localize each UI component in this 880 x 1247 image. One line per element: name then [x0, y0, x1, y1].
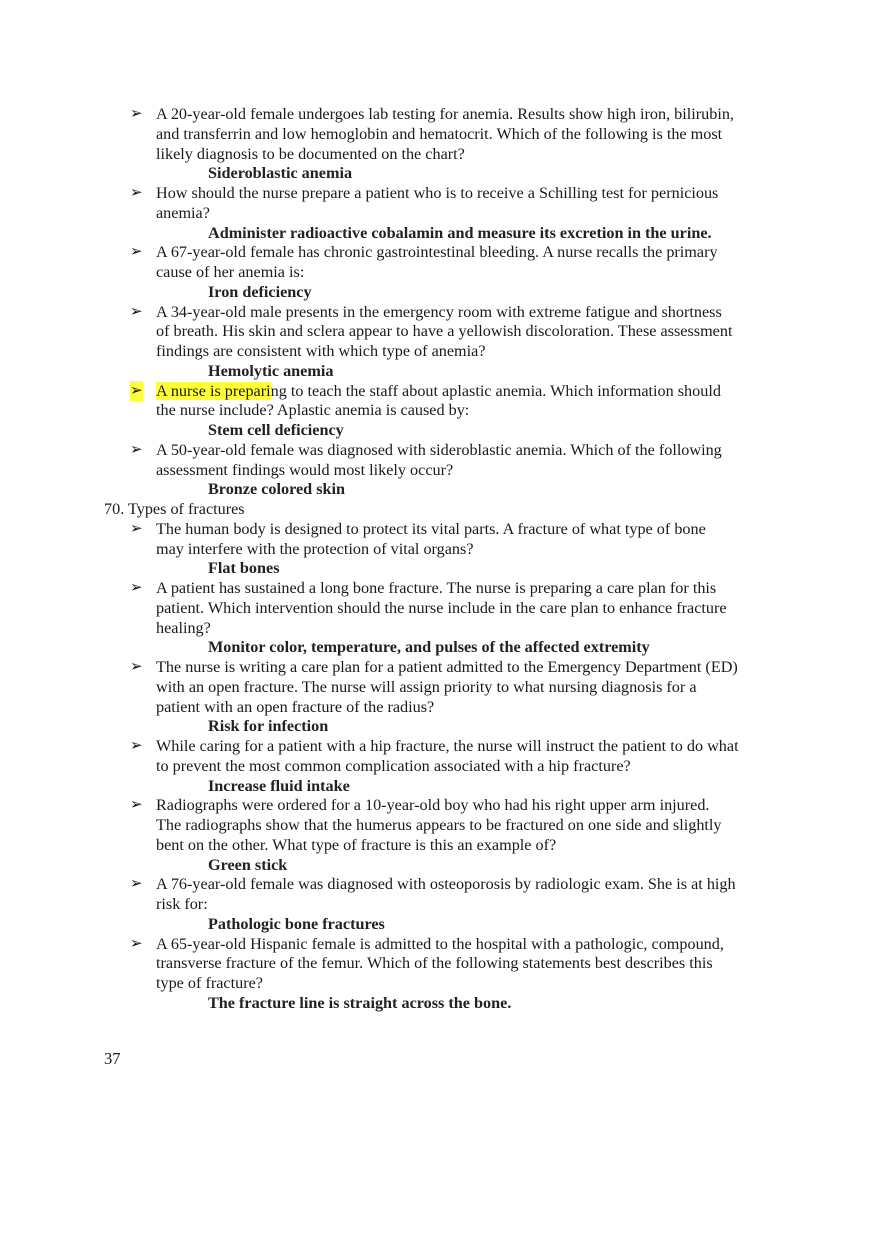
bullet-arrow-icon: ➢ — [130, 383, 143, 399]
question-text: ng to teach the staff about aplastic anemia. Which information should — [270, 382, 721, 400]
question-text: type of fracture? — [156, 974, 263, 992]
question-text: anemia? — [156, 204, 210, 222]
question-line — [156, 519, 706, 539]
question-line — [156, 381, 721, 401]
question-text: patient with an open fracture of the radius? — [156, 698, 435, 716]
question-line — [156, 874, 736, 894]
question-line — [156, 400, 469, 420]
bullet-arrow-icon: ➢ — [130, 442, 143, 458]
answer-text: Monitor color, temperature, and pulses of the affected extremity — [208, 638, 650, 656]
answer-text: Administer radioactive cobalamin and measure its excretion in the urine. — [208, 224, 712, 242]
answer-text: The fracture line is straight across the bone. — [208, 994, 512, 1012]
question-text: risk for: — [156, 895, 208, 913]
question-text: assessment findings would most likely occur? — [156, 461, 454, 479]
question-text: A 50-year-old female was diagnosed with sideroblastic anemia. Which of the following — [156, 441, 722, 459]
question-text: of breath. His skin and sclera appear to have a yellowish discoloration. These assessment — [156, 322, 733, 340]
question-line — [156, 321, 732, 341]
question-line — [156, 144, 465, 164]
question-text: A 76-year-old female was diagnosed with osteoporosis by radiologic exam. She is at high — [156, 875, 736, 893]
question-line — [156, 262, 304, 282]
answer-text: Bronze colored skin — [208, 480, 346, 498]
question-line — [156, 183, 718, 203]
question-line — [156, 934, 724, 954]
answer-text: Pathologic bone fractures — [208, 915, 385, 933]
bullet-arrow-icon: ➢ — [130, 106, 143, 122]
question-line — [156, 302, 722, 322]
bullet-arrow-icon: ➢ — [130, 738, 143, 754]
page-number: 37 — [104, 1049, 121, 1068]
question-text: findings are consistent with which type of anemia? — [156, 342, 486, 360]
question-text: The human body is designed to protect its vital parts. A fracture of what type of bone — [156, 520, 706, 538]
question-line — [156, 460, 453, 480]
bullet-arrow-icon: ➢ — [130, 304, 143, 320]
question-line — [156, 815, 722, 835]
question-line — [156, 894, 208, 914]
bullet-arrow-icon: ➢ — [130, 659, 143, 675]
question-line — [156, 736, 739, 756]
question-text: A 34-year-old male presents in the emergency room with extreme fatigue and shortness — [156, 303, 722, 321]
question-line — [156, 539, 474, 559]
bullet-arrow-icon: ➢ — [130, 580, 143, 596]
question-text: to prevent the most common complication associated with a hip fracture? — [156, 757, 631, 775]
question-text: cause of her anemia is: — [156, 263, 305, 281]
question-line — [156, 124, 722, 144]
question-text: A 20-year-old female undergoes lab testing for anemia. Results show high iron, bilirubin, — [156, 105, 734, 123]
bullet-arrow-icon: ➢ — [130, 244, 143, 260]
question-line — [156, 835, 556, 855]
question-line — [156, 756, 631, 776]
bullet-arrow-icon: ➢ — [130, 936, 143, 952]
answer-text: Iron deficiency — [208, 283, 312, 301]
bullet-arrow-icon: ➢ — [130, 876, 143, 892]
question-text: transverse fracture of the femur. Which of the following statements best describes this — [156, 954, 713, 972]
question-line — [156, 973, 263, 993]
answer-text: Increase fluid intake — [208, 777, 350, 795]
question-line — [156, 657, 738, 677]
question-text: How should the nurse prepare a patient who is to receive a Schilling test for pernicious — [156, 184, 719, 202]
question-text: The radiographs show that the humerus appears to be fractured on one side and slightly — [156, 816, 722, 834]
highlighted-text: A nurse is prepari — [156, 382, 271, 400]
question-text: likely diagnosis to be documented on the chart? — [156, 145, 465, 163]
question-line — [156, 440, 722, 460]
answer-text: Flat bones — [208, 559, 280, 577]
question-line — [156, 598, 727, 618]
question-text: While caring for a patient with a hip fracture, the nurse will instruct the patient to do what — [156, 737, 739, 755]
question-line — [156, 242, 718, 262]
question-line — [156, 578, 716, 598]
question-text: with an open fracture. The nurse will assign priority to what nursing diagnosis for a — [156, 678, 697, 696]
question-line — [156, 203, 210, 223]
question-text: may interfere with the protection of vital organs? — [156, 540, 474, 558]
question-line — [156, 341, 486, 361]
question-text: A 67-year-old female has chronic gastrointestinal bleeding. A nurse recalls the primary — [156, 243, 718, 261]
question-text: A 65-year-old Hispanic female is admitted to the hospital with a pathologic, compound, — [156, 935, 724, 953]
question-line — [156, 697, 434, 717]
answer-text: Sideroblastic anemia — [208, 164, 353, 182]
section-heading: 70. Types of fractures — [104, 500, 245, 518]
question-line — [156, 104, 734, 124]
question-text: healing? — [156, 619, 211, 637]
answer-text: Stem cell deficiency — [208, 421, 344, 439]
answer-text: Risk for infection — [208, 717, 329, 735]
question-text: patient. Which intervention should the nurse include in the care plan to enhance fracture — [156, 599, 727, 617]
question-text: The nurse is writing a care plan for a patient admitted to the Emergency Department (ED) — [156, 658, 738, 676]
bullet-arrow-icon: ➢ — [130, 797, 143, 813]
question-line — [156, 677, 697, 697]
question-text: A patient has sustained a long bone fracture. The nurse is preparing a care plan for this — [156, 579, 717, 597]
answer-text: Hemolytic anemia — [208, 362, 334, 380]
question-text: bent on the other. What type of fracture is this an example of? — [156, 836, 557, 854]
question-text: Radiographs were ordered for a 10-year-old boy who had his right upper arm injured. — [156, 796, 710, 814]
answer-text: Green stick — [208, 856, 288, 874]
bullet-arrow-icon: ➢ — [130, 521, 143, 537]
question-text: and transferrin and low hemoglobin and hematocrit. Which of the following is the most — [156, 125, 723, 143]
question-line — [156, 953, 713, 973]
bullet-arrow-icon: ➢ — [130, 185, 143, 201]
question-text: the nurse include? Aplastic anemia is caused by: — [156, 401, 470, 419]
question-line — [156, 795, 709, 815]
question-line — [156, 618, 211, 638]
